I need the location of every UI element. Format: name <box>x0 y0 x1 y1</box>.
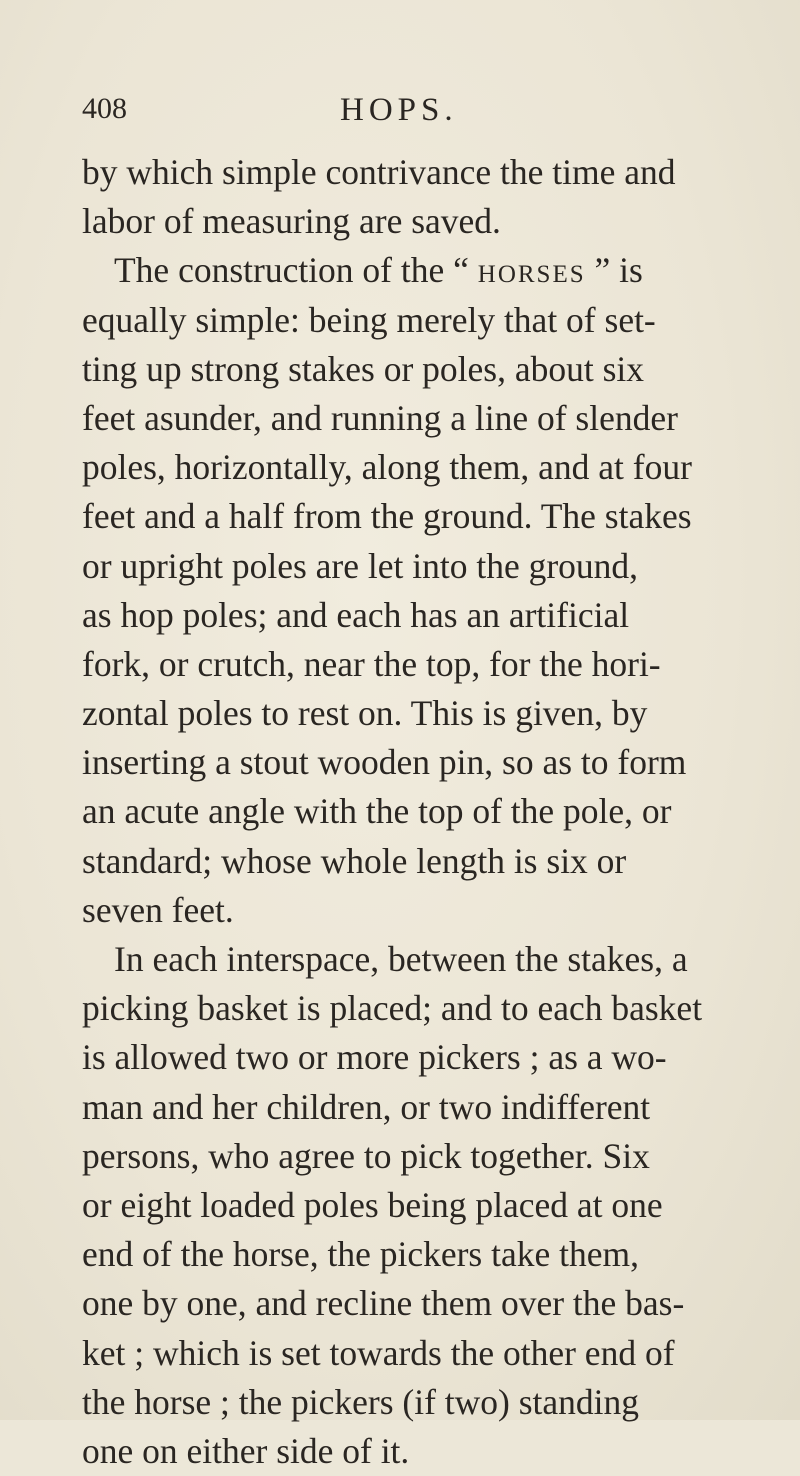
text-line: an acute angle with the top of the pole, or <box>82 791 672 832</box>
text-line: labor of measuring are saved. <box>82 201 501 242</box>
text-line: end of the horse, the pickers take them, <box>82 1234 639 1275</box>
text-line: ket ; which is set towards the other end of <box>82 1332 675 1373</box>
text-line: equally simple: being merely that of set- <box>82 299 656 340</box>
smallcaps-term: horses <box>477 250 586 291</box>
page-number: 408 <box>82 92 127 125</box>
text-line: seven feet. <box>82 889 234 930</box>
text-line-paragraph-start <box>82 246 732 295</box>
text-line: as hop poles; and each has an artificial <box>82 594 630 635</box>
page-header <box>82 92 742 132</box>
text-line: standard; whose whole length is six or <box>82 840 627 881</box>
text-line: one by one, and recline them over the bas- <box>82 1283 685 1324</box>
body-text <box>82 148 732 1476</box>
text-line: picking basket is placed; and to each basket <box>82 988 703 1029</box>
text-line: man and her children, or two indifferent <box>82 1086 651 1127</box>
text-line: by which simple contrivance the time and <box>82 152 676 192</box>
text-line-paragraph-start: In each interspace, between the stakes, a <box>114 939 688 979</box>
text-line: fork, or crutch, near the top, for the hori- <box>82 643 661 684</box>
text-line: the horse ; the pickers (if two) standing <box>82 1381 640 1422</box>
text-line: is allowed two or more pickers ; as a wo- <box>82 1037 667 1078</box>
running-head: HOPS. <box>340 92 458 128</box>
text-fragment: The construction of the “ <box>114 250 478 291</box>
text-line: zontal poles to rest on. This is given, by <box>82 693 648 734</box>
text-line: inserting a stout wooden pin, so as to form <box>82 742 687 783</box>
text-line: ting up strong stakes or poles, about six <box>82 348 645 389</box>
text-line: persons, who agree to pick together. Six <box>82 1135 650 1176</box>
text-fragment: ” is <box>585 250 643 291</box>
text-line: feet and a half from the ground. The stakes <box>82 496 692 537</box>
text-line: one on either side of it. <box>82 1430 410 1471</box>
text-line: feet asunder, and running a line of slender <box>82 397 678 438</box>
text-line: or upright poles are let into the ground, <box>82 545 639 586</box>
text-line: or eight loaded poles being placed at one <box>82 1184 663 1225</box>
text-line: poles, horizontally, along them, and at four <box>82 447 692 488</box>
